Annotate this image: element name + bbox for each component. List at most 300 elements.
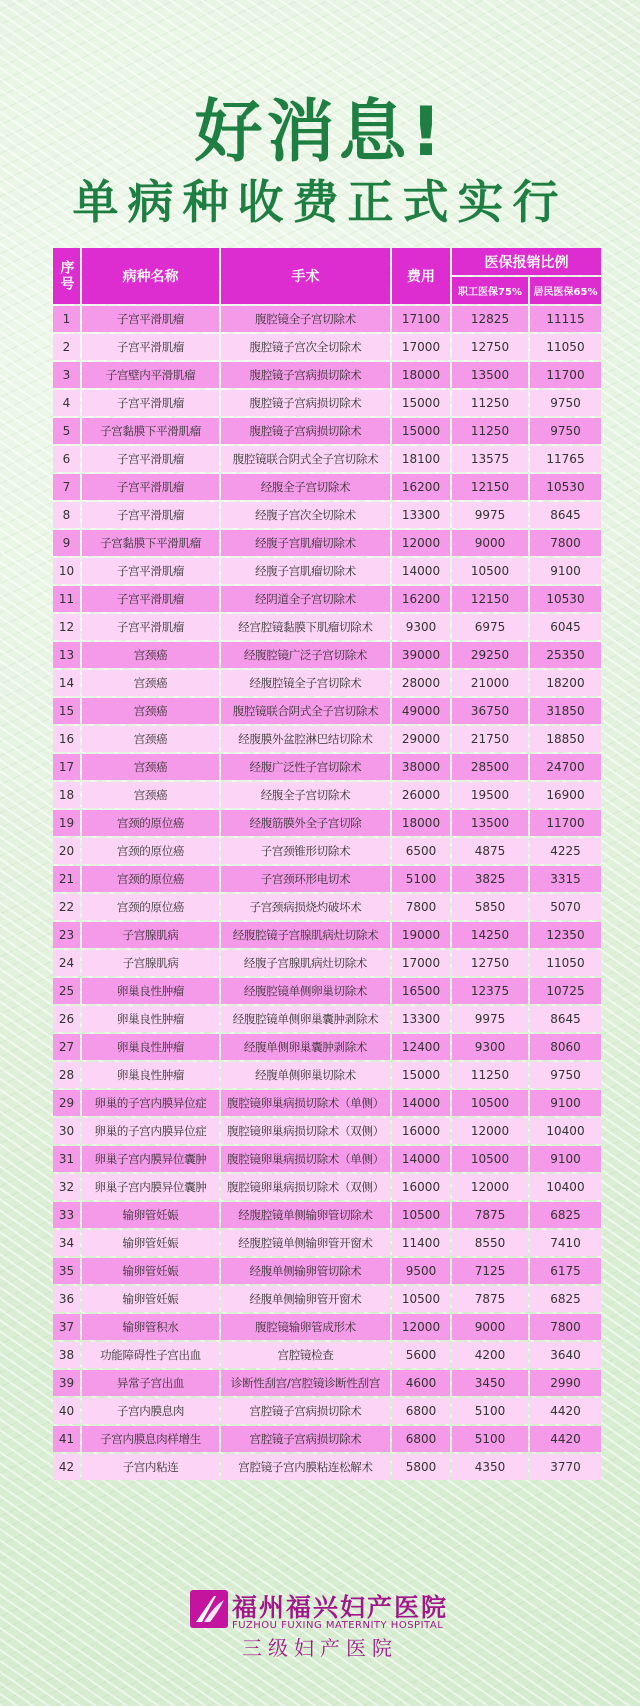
row-disease: 子宫壁内平滑肌瘤: [82, 362, 219, 388]
row-employee-insurance: 3450: [452, 1370, 528, 1396]
row-seq: 12: [53, 614, 80, 640]
table-row: [53, 530, 601, 556]
row-resident-insurance: 12350: [530, 922, 601, 948]
row-seq: 5: [53, 418, 80, 444]
row-fee: 10500: [392, 1286, 450, 1312]
fuxing-logo-icon: [190, 1590, 228, 1628]
row-fee: 12000: [392, 1314, 450, 1340]
row-fee: 17000: [392, 950, 450, 976]
row-employee-insurance: 9975: [452, 502, 528, 528]
row-employee-insurance: 3825: [452, 866, 528, 892]
row-seq: 2: [53, 334, 80, 360]
row-disease: 子宫内粘连: [82, 1454, 219, 1480]
row-disease: 子宫平滑肌瘤: [82, 614, 219, 640]
row-disease: 子宫腺肌病: [82, 922, 219, 948]
row-disease: 宫颈癌: [82, 782, 219, 808]
row-employee-insurance: 9000: [452, 530, 528, 556]
row-disease: 子宫平滑肌瘤: [82, 306, 219, 332]
hospital-level: 三级妇产医院: [242, 1636, 398, 1660]
row-seq: 19: [53, 810, 80, 836]
row-disease: 宫颈的原位癌: [82, 838, 219, 864]
row-surgery: 经腹单侧输卵管切除术: [221, 1258, 390, 1284]
row-employee-insurance: 11250: [452, 1062, 528, 1088]
fee-table-header: [53, 248, 601, 304]
row-resident-insurance: 11115: [530, 306, 601, 332]
row-fee: 9300: [392, 614, 450, 640]
row-employee-insurance: 12375: [452, 978, 528, 1004]
row-disease: 子宫平滑肌瘤: [82, 558, 219, 584]
row-surgery: 经腹单侧卵巢切除术: [221, 1062, 390, 1088]
row-disease: 宫颈癌: [82, 754, 219, 780]
row-fee: 19000: [392, 922, 450, 948]
row-seq: 30: [53, 1118, 80, 1144]
table-row: [53, 586, 601, 612]
row-resident-insurance: 31850: [530, 698, 601, 724]
row-seq: 24: [53, 950, 80, 976]
row-seq: 20: [53, 838, 80, 864]
table-row: [53, 558, 601, 584]
row-fee: 9500: [392, 1258, 450, 1284]
fee-table: [51, 246, 603, 1482]
table-row: [53, 1034, 601, 1060]
hospital-name-en: FUZHOU FUXING MATERNITY HOSPITAL: [232, 1620, 444, 1631]
row-seq: 22: [53, 894, 80, 920]
row-employee-insurance: 12825: [452, 306, 528, 332]
row-resident-insurance: 25350: [530, 642, 601, 668]
row-resident-insurance: 10400: [530, 1174, 601, 1200]
row-disease: 输卵管积水: [82, 1314, 219, 1340]
row-seq: 15: [53, 698, 80, 724]
row-disease: 子宫内膜息肉: [82, 1398, 219, 1424]
row-resident-insurance: 7410: [530, 1230, 601, 1256]
row-employee-insurance: 36750: [452, 698, 528, 724]
row-employee-insurance: 4350: [452, 1454, 528, 1480]
row-employee-insurance: 10500: [452, 1146, 528, 1172]
row-resident-insurance: 3315: [530, 866, 601, 892]
row-employee-insurance: 9000: [452, 1314, 528, 1340]
row-fee: 18000: [392, 362, 450, 388]
row-employee-insurance: 8550: [452, 1230, 528, 1256]
row-disease: 输卵管妊娠: [82, 1202, 219, 1228]
row-surgery: 经腹子宫次全切除术: [221, 502, 390, 528]
row-resident-insurance: 10400: [530, 1118, 601, 1144]
row-surgery: 腹腔镜子宫次全切除术: [221, 334, 390, 360]
row-surgery: 经腹腔镜单侧卵巢囊肿剥除术: [221, 1006, 390, 1032]
table-row: [53, 614, 601, 640]
table-row: [53, 1062, 601, 1088]
row-surgery: 经阴道全子宫切除术: [221, 586, 390, 612]
table-row: [53, 1006, 601, 1032]
row-fee: 12400: [392, 1034, 450, 1060]
row-fee: 17000: [392, 334, 450, 360]
row-surgery: 腹腔镜卵巢病损切除术（单侧）: [221, 1146, 390, 1172]
table-row: [53, 474, 601, 500]
row-seq: 11: [53, 586, 80, 612]
row-surgery: 腹腔镜子宫病损切除术: [221, 362, 390, 388]
row-employee-insurance: 12150: [452, 586, 528, 612]
row-disease: 宫颈癌: [82, 726, 219, 752]
row-resident-insurance: 10725: [530, 978, 601, 1004]
row-seq: 9: [53, 530, 80, 556]
row-disease: 卵巢的子宫内膜异位症: [82, 1118, 219, 1144]
table-row: [53, 334, 601, 360]
table-row: [53, 866, 601, 892]
row-employee-insurance: 10500: [452, 558, 528, 584]
row-employee-insurance: 13500: [452, 810, 528, 836]
row-employee-insurance: 14250: [452, 922, 528, 948]
row-surgery: 经腹单侧卵巢囊肿剥除术: [221, 1034, 390, 1060]
row-disease: 子宫平滑肌瘤: [82, 502, 219, 528]
row-seq: 18: [53, 782, 80, 808]
row-disease: 宫颈的原位癌: [82, 810, 219, 836]
row-resident-insurance: 8645: [530, 502, 601, 528]
row-resident-insurance: 11050: [530, 334, 601, 360]
table-row: [53, 1118, 601, 1144]
table-row: [53, 1342, 601, 1368]
row-seq: 42: [53, 1454, 80, 1480]
row-fee: 6800: [392, 1398, 450, 1424]
fee-table-body: [53, 306, 601, 1480]
row-fee: 5100: [392, 866, 450, 892]
row-surgery: 宫腔镜子宫病损切除术: [221, 1426, 390, 1452]
table-row: [53, 754, 601, 780]
row-employee-insurance: 5100: [452, 1398, 528, 1424]
row-surgery: 宫腔镜子宫内膜粘连松解术: [221, 1454, 390, 1480]
row-resident-insurance: 10530: [530, 586, 601, 612]
table-row: [53, 1398, 601, 1424]
row-fee: 5800: [392, 1454, 450, 1480]
row-surgery: 经腹广泛性子宫切除术: [221, 754, 390, 780]
row-fee: 16000: [392, 1118, 450, 1144]
table-row: [53, 838, 601, 864]
row-disease: 输卵管妊娠: [82, 1286, 219, 1312]
row-disease: 宫颈癌: [82, 698, 219, 724]
row-employee-insurance: 21000: [452, 670, 528, 696]
row-employee-insurance: 5850: [452, 894, 528, 920]
table-row: [53, 1426, 601, 1452]
row-resident-insurance: 9750: [530, 418, 601, 444]
row-seq: 23: [53, 922, 80, 948]
row-fee: 16200: [392, 586, 450, 612]
row-disease: 功能障碍性子宫出血: [82, 1342, 219, 1368]
row-resident-insurance: 9750: [530, 390, 601, 416]
row-resident-insurance: 3640: [530, 1342, 601, 1368]
row-disease: 子宫黏膜下平滑肌瘤: [82, 418, 219, 444]
row-fee: 17100: [392, 306, 450, 332]
row-employee-insurance: 12000: [452, 1174, 528, 1200]
row-seq: 25: [53, 978, 80, 1004]
row-surgery: 诊断性刮宫/宫腔镜诊断性刮宫: [221, 1370, 390, 1396]
row-seq: 13: [53, 642, 80, 668]
row-resident-insurance: 11700: [530, 810, 601, 836]
row-seq: 28: [53, 1062, 80, 1088]
row-surgery: 腹腔镜全子宫切除术: [221, 306, 390, 332]
row-seq: 35: [53, 1258, 80, 1284]
row-resident-insurance: 9100: [530, 1090, 601, 1116]
row-disease: 子宫平滑肌瘤: [82, 334, 219, 360]
row-employee-insurance: 11250: [452, 390, 528, 416]
table-row: [53, 1090, 601, 1116]
row-fee: 15000: [392, 1062, 450, 1088]
table-row: [53, 1146, 601, 1172]
table-row: [53, 1230, 601, 1256]
row-seq: 6: [53, 446, 80, 472]
row-seq: 1: [53, 306, 80, 332]
table-row: [53, 446, 601, 472]
row-resident-insurance: 2990: [530, 1370, 601, 1396]
row-disease: 子宫腺肌病: [82, 950, 219, 976]
table-row: [53, 1174, 601, 1200]
table-row: [53, 894, 601, 920]
row-fee: 39000: [392, 642, 450, 668]
table-row: [53, 670, 601, 696]
table-row: [53, 1370, 601, 1396]
row-seq: 7: [53, 474, 80, 500]
row-resident-insurance: 10530: [530, 474, 601, 500]
header-employee-insurance: 职工医保75%: [452, 277, 528, 304]
row-resident-insurance: 18200: [530, 670, 601, 696]
row-surgery: 腹腔镜输卵管成形术: [221, 1314, 390, 1340]
row-fee: 4600: [392, 1370, 450, 1396]
row-seq: 29: [53, 1090, 80, 1116]
row-fee: 6800: [392, 1426, 450, 1452]
row-surgery: 经腹全子宫切除术: [221, 474, 390, 500]
row-resident-insurance: 24700: [530, 754, 601, 780]
row-fee: 16000: [392, 1174, 450, 1200]
row-disease: 异常子宫出血: [82, 1370, 219, 1396]
row-employee-insurance: 12750: [452, 334, 528, 360]
row-seq: 38: [53, 1342, 80, 1368]
header-seq: 序号: [53, 248, 80, 304]
row-employee-insurance: 6975: [452, 614, 528, 640]
row-surgery: 经腹腔镜广泛子宫切除术: [221, 642, 390, 668]
row-fee: 12000: [392, 530, 450, 556]
row-surgery: 经腹子宫肌瘤切除术: [221, 558, 390, 584]
row-disease: 卵巢良性肿瘤: [82, 978, 219, 1004]
row-surgery: 子宫颈环形电切术: [221, 866, 390, 892]
row-surgery: 经腹腔镜单侧输卵管开窗术: [221, 1230, 390, 1256]
row-employee-insurance: 29250: [452, 642, 528, 668]
row-fee: 16500: [392, 978, 450, 1004]
row-disease: 子宫平滑肌瘤: [82, 390, 219, 416]
row-fee: 15000: [392, 390, 450, 416]
row-seq: 3: [53, 362, 80, 388]
row-employee-insurance: 4200: [452, 1342, 528, 1368]
row-employee-insurance: 12150: [452, 474, 528, 500]
row-fee: 49000: [392, 698, 450, 724]
row-resident-insurance: 18850: [530, 726, 601, 752]
row-resident-insurance: 6825: [530, 1286, 601, 1312]
row-resident-insurance: 5070: [530, 894, 601, 920]
header-disease: 病种名称: [82, 248, 219, 304]
row-disease: 卵巢良性肿瘤: [82, 1034, 219, 1060]
row-employee-insurance: 7125: [452, 1258, 528, 1284]
row-disease: 卵巢的子宫内膜异位症: [82, 1090, 219, 1116]
row-seq: 37: [53, 1314, 80, 1340]
row-employee-insurance: 12750: [452, 950, 528, 976]
row-disease: 卵巢良性肿瘤: [82, 1006, 219, 1032]
row-seq: 17: [53, 754, 80, 780]
row-employee-insurance: 21750: [452, 726, 528, 752]
row-employee-insurance: 9300: [452, 1034, 528, 1060]
hospital-name-cn: 福州福兴妇产医院: [232, 1593, 449, 1622]
row-disease: 输卵管妊娠: [82, 1230, 219, 1256]
row-fee: 11400: [392, 1230, 450, 1256]
row-seq: 10: [53, 558, 80, 584]
row-surgery: 宫腔镜子宫病损切除术: [221, 1398, 390, 1424]
row-resident-insurance: 9100: [530, 1146, 601, 1172]
row-disease: 卵巢子宫内膜异位囊肿: [82, 1146, 219, 1172]
row-resident-insurance: 4420: [530, 1398, 601, 1424]
row-fee: 28000: [392, 670, 450, 696]
header-fee: 费用: [392, 248, 450, 304]
row-surgery: 经腹子宫腺肌病灶切除术: [221, 950, 390, 976]
table-row: [53, 782, 601, 808]
row-seq: 16: [53, 726, 80, 752]
row-surgery: 腹腔镜联合阴式全子宫切除术: [221, 698, 390, 724]
row-disease: 宫颈的原位癌: [82, 866, 219, 892]
row-resident-insurance: 3770: [530, 1454, 601, 1480]
row-surgery: 腹腔镜卵巢病损切除术（单侧）: [221, 1090, 390, 1116]
row-seq: 36: [53, 1286, 80, 1312]
row-surgery: 经腹全子宫切除术: [221, 782, 390, 808]
row-resident-insurance: 9100: [530, 558, 601, 584]
table-row: [53, 1314, 601, 1340]
row-surgery: 经腹单侧输卵管开窗术: [221, 1286, 390, 1312]
row-employee-insurance: 9975: [452, 1006, 528, 1032]
row-employee-insurance: 7875: [452, 1286, 528, 1312]
row-employee-insurance: 11250: [452, 418, 528, 444]
row-seq: 4: [53, 390, 80, 416]
row-resident-insurance: 7800: [530, 530, 601, 556]
row-surgery: 经腹腔镜单侧卵巢切除术: [221, 978, 390, 1004]
row-surgery: 腹腔镜子宫病损切除术: [221, 390, 390, 416]
row-surgery: 经宫腔镜黏膜下肌瘤切除术: [221, 614, 390, 640]
row-seq: 33: [53, 1202, 80, 1228]
row-resident-insurance: 6045: [530, 614, 601, 640]
row-disease: 子宫平滑肌瘤: [82, 586, 219, 612]
row-disease: 卵巢子宫内膜异位囊肿: [82, 1174, 219, 1200]
table-row: [53, 922, 601, 948]
row-resident-insurance: 4420: [530, 1426, 601, 1452]
row-seq: 34: [53, 1230, 80, 1256]
row-disease: 子宫平滑肌瘤: [82, 474, 219, 500]
row-resident-insurance: 6175: [530, 1258, 601, 1284]
row-seq: 21: [53, 866, 80, 892]
row-resident-insurance: 11700: [530, 362, 601, 388]
row-employee-insurance: 7875: [452, 1202, 528, 1228]
row-seq: 40: [53, 1398, 80, 1424]
row-fee: 15000: [392, 418, 450, 444]
row-fee: 38000: [392, 754, 450, 780]
headline-policy: 单病种收费正式实行: [72, 175, 568, 229]
row-surgery: 腹腔镜卵巢病损切除术（双侧）: [221, 1118, 390, 1144]
row-fee: 16200: [392, 474, 450, 500]
row-surgery: 宫腔镜检查: [221, 1342, 390, 1368]
table-row: [53, 698, 601, 724]
row-resident-insurance: 9750: [530, 1062, 601, 1088]
row-surgery: 经腹腔镜子宫腺肌病灶切除术: [221, 922, 390, 948]
row-surgery: 腹腔镜联合阴式全子宫切除术: [221, 446, 390, 472]
header-insurance: 医保报销比例: [452, 248, 601, 275]
row-surgery: 经腹腔镜全子宫切除术: [221, 670, 390, 696]
row-disease: 输卵管妊娠: [82, 1258, 219, 1284]
row-employee-insurance: 4875: [452, 838, 528, 864]
row-resident-insurance: 8060: [530, 1034, 601, 1060]
row-seq: 41: [53, 1426, 80, 1452]
row-surgery: 经腹子宫肌瘤切除术: [221, 530, 390, 556]
header-resident-insurance: 居民医保65%: [530, 277, 601, 304]
row-surgery: 经腹腔镜单侧输卵管切除术: [221, 1202, 390, 1228]
table-row: [53, 362, 601, 388]
table-row: [53, 390, 601, 416]
row-surgery: 子宫颈锥形切除术: [221, 838, 390, 864]
table-row: [53, 1258, 601, 1284]
row-seq: 39: [53, 1370, 80, 1396]
table-row: [53, 642, 601, 668]
row-disease: 宫颈的原位癌: [82, 894, 219, 920]
row-fee: 29000: [392, 726, 450, 752]
row-employee-insurance: 13500: [452, 362, 528, 388]
row-resident-insurance: 11050: [530, 950, 601, 976]
row-seq: 32: [53, 1174, 80, 1200]
row-surgery: 腹腔镜子宫病损切除术: [221, 418, 390, 444]
row-employee-insurance: 10500: [452, 1090, 528, 1116]
row-disease: 子宫平滑肌瘤: [82, 446, 219, 472]
row-disease: 卵巢良性肿瘤: [82, 1062, 219, 1088]
row-fee: 18100: [392, 446, 450, 472]
row-fee: 14000: [392, 1090, 450, 1116]
row-surgery: 子宫颈病损烧灼破坏术: [221, 894, 390, 920]
row-disease: 宫颈癌: [82, 670, 219, 696]
row-resident-insurance: 16900: [530, 782, 601, 808]
table-row: [53, 418, 601, 444]
row-disease: 子宫内膜息肉样增生: [82, 1426, 219, 1452]
row-resident-insurance: 4225: [530, 838, 601, 864]
table-row: [53, 1286, 601, 1312]
row-employee-insurance: 19500: [452, 782, 528, 808]
row-seq: 26: [53, 1006, 80, 1032]
row-surgery: 腹腔镜卵巢病损切除术（双侧）: [221, 1174, 390, 1200]
row-disease: 子宫黏膜下平滑肌瘤: [82, 530, 219, 556]
row-resident-insurance: 11765: [530, 446, 601, 472]
row-fee: 26000: [392, 782, 450, 808]
table-row: [53, 1202, 601, 1228]
row-fee: 13300: [392, 502, 450, 528]
table-row: [53, 950, 601, 976]
table-row: [53, 502, 601, 528]
row-seq: 27: [53, 1034, 80, 1060]
row-seq: 8: [53, 502, 80, 528]
row-resident-insurance: 8645: [530, 1006, 601, 1032]
row-surgery: 经腹筋膜外全子宫切除: [221, 810, 390, 836]
header-surgery: 手术: [221, 248, 390, 304]
row-resident-insurance: 7800: [530, 1314, 601, 1340]
row-resident-insurance: 6825: [530, 1202, 601, 1228]
row-employee-insurance: 5100: [452, 1426, 528, 1452]
row-fee: 18000: [392, 810, 450, 836]
row-fee: 5600: [392, 1342, 450, 1368]
row-surgery: 经腹膜外盆腔淋巴结切除术: [221, 726, 390, 752]
row-fee: 13300: [392, 1006, 450, 1032]
headline-good-news: 好消息!: [194, 93, 446, 172]
row-seq: 14: [53, 670, 80, 696]
row-fee: 10500: [392, 1202, 450, 1228]
row-fee: 7800: [392, 894, 450, 920]
row-employee-insurance: 13575: [452, 446, 528, 472]
row-fee: 14000: [392, 558, 450, 584]
table-row: [53, 978, 601, 1004]
